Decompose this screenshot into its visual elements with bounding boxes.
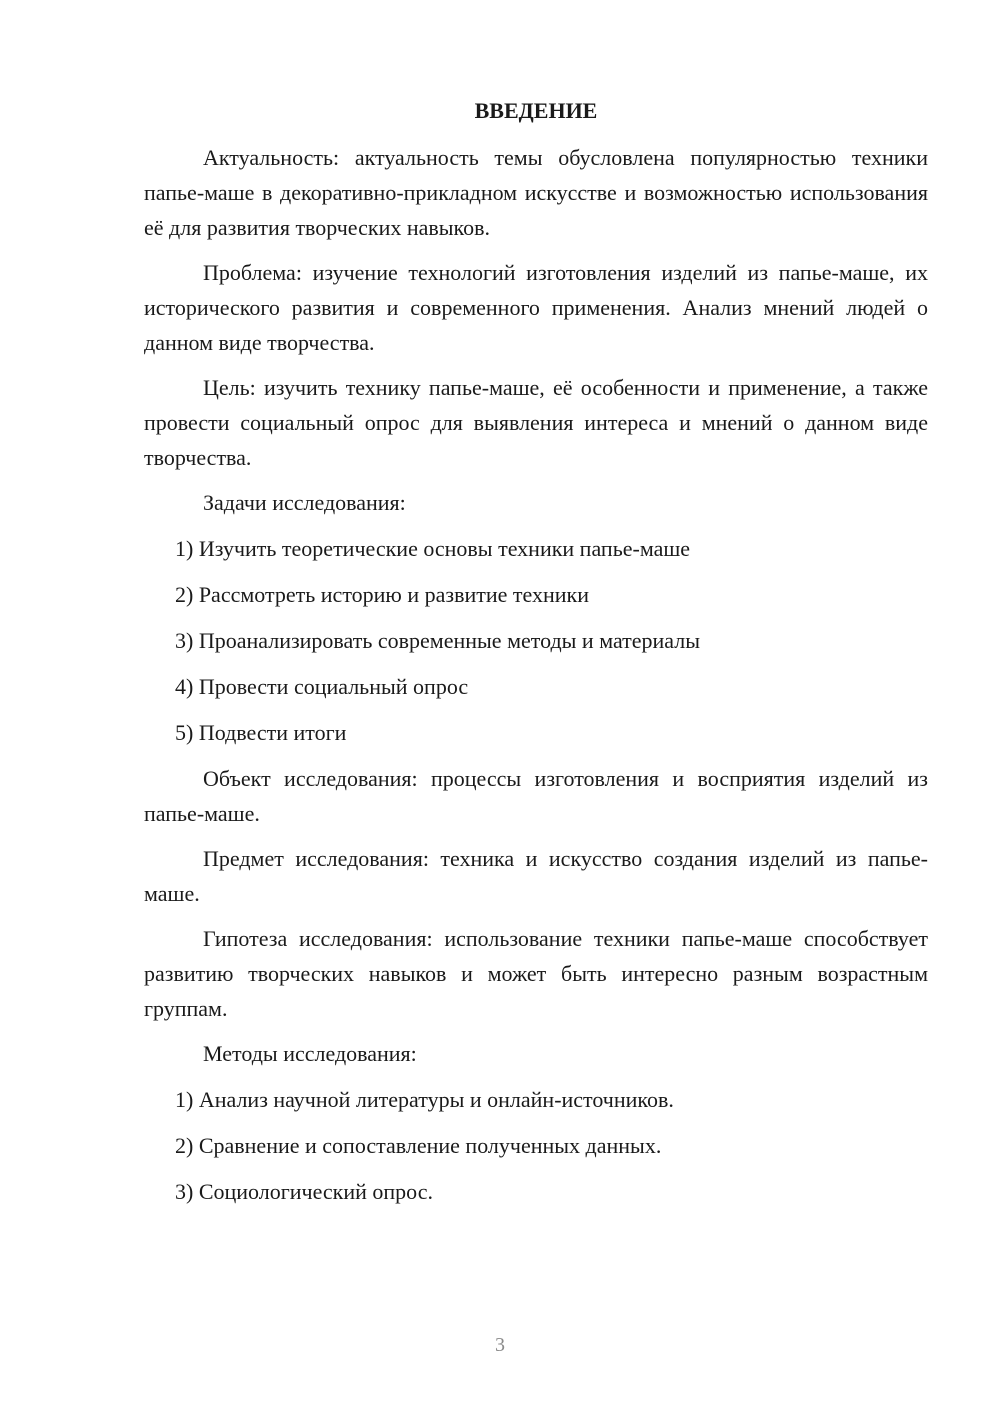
- methods-heading: Методы исследования:: [203, 1041, 417, 1066]
- task-item: 5) Подвести итоги: [175, 720, 347, 745]
- task-item: 2) Рассмотреть историю и развитие техники: [175, 582, 589, 607]
- hypothesis-paragraph: Гипотеза исследования: использование техники папье-маше способствует развитию творческих навыков и может быть интересно разным возрастным группам.: [144, 926, 928, 1021]
- method-item: 1) Анализ научной литературы и онлайн-источников.: [175, 1087, 674, 1112]
- task-item: 3) Проанализировать современные методы и материалы: [175, 628, 701, 653]
- problem-paragraph: Проблема: изучение технологий изготовления изделий из папье-маше, их исторического развития и современного применения. Анализ мнений людей о данном виде творчества.: [144, 260, 928, 355]
- relevance-paragraph: Актуальность: актуальность темы обусловлена популярностью техники папье-маше в декоративно-прикладном искусстве и возможностью использования её для развития творческих навыков.: [144, 145, 928, 240]
- tasks-heading: Задачи исследования:: [203, 490, 406, 515]
- task-item: 4) Провести социальный опрос: [175, 674, 469, 699]
- object-paragraph: Объект исследования: процессы изготовления и восприятия изделий из папье-маше.: [144, 766, 928, 826]
- document-page: [144, 96, 928, 1220]
- document-title: ВВЕДЕНИЕ: [474, 98, 598, 123]
- goal-paragraph: Цель: изучить технику папье-маше, её особенности и применение, а также провести социальный опрос для выявления интереса и мнений о данном виде творчества.: [144, 375, 928, 470]
- method-item: 3) Социологический опрос.: [175, 1179, 433, 1204]
- page-number: 3: [495, 1334, 505, 1356]
- task-item: 1) Изучить теоретические основы техники папье-маше: [175, 536, 691, 561]
- subject-paragraph: Предмет исследования: техника и искусство создания изделий из папье-маше.: [144, 846, 928, 906]
- method-item: 2) Сравнение и сопоставление полученных данных.: [175, 1133, 662, 1158]
